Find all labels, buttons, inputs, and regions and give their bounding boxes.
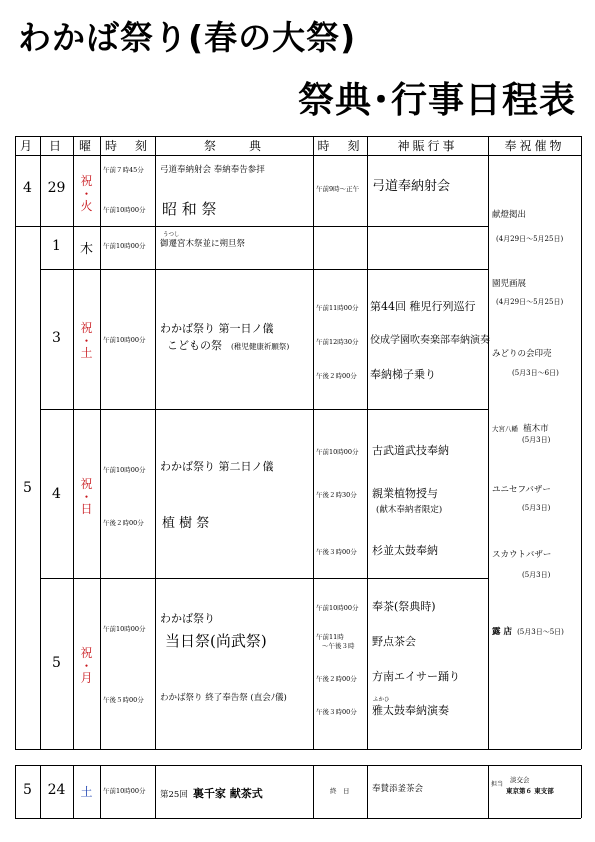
celebration-e6: スカウトバザー <box>492 550 552 560</box>
row6-day: 24 <box>47 782 66 798</box>
row4-k-event3: 杉並太鼓奉納 <box>372 544 438 557</box>
row1-time2: 午前10時00分 <box>103 206 146 214</box>
row5-k-event3: 方南エイサー踊り <box>372 670 460 683</box>
weekday-dot: ･ <box>83 658 90 673</box>
row2-time1: 午前10時00分 <box>103 242 146 250</box>
table-bottom-rule <box>15 749 581 750</box>
weekday-holiday: 祝 <box>80 477 93 491</box>
row4-time2: 午後２時00分 <box>103 519 144 527</box>
row6-event1 <box>160 783 263 801</box>
header-month: 月 <box>19 139 35 153</box>
row4-k-event2: 親業植物授与 <box>372 487 438 500</box>
row4-day: 4 <box>52 486 61 502</box>
header-time: 時 刻 <box>104 139 150 153</box>
weekday-dot: ･ <box>83 489 90 504</box>
row3-k-time2: 午前12時30分 <box>316 338 359 346</box>
row1-k-time: 午前9時～正午 <box>316 185 360 193</box>
header-celebration-events: 奉祝催物 <box>504 139 565 153</box>
weekday-name: 日 <box>80 502 93 517</box>
row2-event1: 御遷宮木祭並に朔旦祭 <box>160 239 246 249</box>
header-ceremony: 祭 典 <box>203 139 264 153</box>
row3-day: 3 <box>52 330 61 346</box>
row6-time1: 午前10時00分 <box>103 787 146 795</box>
row4-time1: 午前10時00分 <box>103 466 146 474</box>
row1-k-event: 弓道奉納射会 <box>372 179 451 194</box>
table2-bottom-rule <box>15 818 581 819</box>
celebration-e5-date: (5月3日) <box>522 504 551 512</box>
col-rule <box>155 136 156 749</box>
celebration-e4-date: (5月3日) <box>522 436 551 444</box>
celebration-e4 <box>492 417 549 435</box>
row4-k-time2: 午後２時30分 <box>316 491 357 499</box>
row1-time1: 午前７時45分 <box>103 166 144 174</box>
col-rule <box>367 136 368 749</box>
celebration-e2: 園児画展 <box>492 279 527 289</box>
row3-event2: こどもの祭 <box>167 339 222 352</box>
row3-k-event3: 奉納梯子乗り <box>370 368 436 381</box>
col-rule <box>155 765 156 818</box>
row3-k-time3: 午後２時00分 <box>316 372 357 380</box>
row5-event2: 当日祭(尚武祭) <box>165 632 267 650</box>
col-rule <box>100 765 101 818</box>
row2-weekday: 木 <box>79 242 93 257</box>
page-subtitle: 祭典･行事日程表 <box>297 80 576 121</box>
row1-weekday <box>73 175 100 213</box>
row-rule <box>40 578 488 579</box>
header-weekday: 曜 <box>78 139 94 153</box>
header-shinshin-events: 神賑行事 <box>397 139 458 153</box>
row5-event3: わかば祭り 終了奉告祭 (直会ﾉ儀) <box>160 693 287 703</box>
row-rule <box>40 269 488 270</box>
row5-time2: 午後５時00分 <box>103 696 144 704</box>
row3-k-event2: 佼成学園吹奏楽部奉納演奏 <box>370 335 490 346</box>
celebration-e3-date: (5月3日～6日) <box>512 369 559 377</box>
row5-time1: 午前10時00分 <box>103 625 146 633</box>
celebration-e2-date: (4月29日～5月25日) <box>496 298 564 306</box>
weekday-holiday: 祝 <box>80 174 93 188</box>
col-rule <box>313 765 314 818</box>
col-rule <box>581 136 582 749</box>
row6-k-time: 終 日 <box>330 787 350 795</box>
row4-k-time3: 午後３時00分 <box>316 548 357 556</box>
weekday-name: 月 <box>80 671 93 686</box>
col-rule <box>367 765 368 818</box>
row6-weekday: 土 <box>80 785 93 799</box>
row6-month: 5 <box>23 782 32 798</box>
header-time-2: 時 刻 <box>317 139 363 153</box>
weekday-name: 土 <box>80 346 93 361</box>
weekday-name: 火 <box>80 199 93 214</box>
celebration-e3: みどりの会印売 <box>492 349 552 359</box>
celebration-e4-prefix: 大宮八幡 <box>492 425 518 433</box>
weekday-dot: ･ <box>83 333 90 348</box>
row6-event1-name: 裏千家 献茶式 <box>192 787 263 800</box>
col-rule <box>100 136 101 749</box>
row5-k-time3: 午後２時00分 <box>316 675 357 683</box>
row6-org2: 東京第６ 東支部 <box>506 787 554 795</box>
header-day: 日 <box>48 139 64 153</box>
row6-side-label: 担当 <box>491 781 504 788</box>
row2-day: 1 <box>52 238 61 254</box>
row4-event2: 植 樹 祭 <box>162 516 210 531</box>
col-rule <box>488 136 489 749</box>
row4-k-event1: 古武道武技奉納 <box>372 444 449 457</box>
row6-event1-prefix: 第25回 <box>160 790 188 800</box>
row3-k-event1: 第44回 稚児行列巡行 <box>370 300 476 313</box>
col-rule <box>313 136 314 749</box>
month5-label: 5 <box>23 480 32 496</box>
row1-day: 29 <box>47 180 66 196</box>
row3-event1: わかば祭り 第一日ノ儀 <box>160 322 274 335</box>
celebration-e7 <box>492 620 564 638</box>
row5-day: 5 <box>52 655 61 671</box>
celebration-e7-date: (5月3日～5日) <box>517 628 564 636</box>
row2-ruby: うつし <box>163 232 180 238</box>
row5-k-event2: 野点茶会 <box>372 635 416 648</box>
row5-k-event4: 雅太鼓奉納演奏 <box>372 704 449 717</box>
row5-weekday <box>73 647 100 685</box>
celebration-e4-name: 植木市 <box>523 424 549 434</box>
row4-event1: わかば祭り 第二日ノ儀 <box>160 460 274 473</box>
row6-k-event: 奉賛添釜茶会 <box>372 784 424 794</box>
row-rule <box>40 409 488 410</box>
col-rule <box>15 136 16 749</box>
row5-k-event1: 奉茶(祭典時) <box>372 600 436 613</box>
row6-org1: 淡交会 <box>510 776 530 784</box>
row1-month: 4 <box>23 180 32 196</box>
celebration-e1-date: (4月29日～5月25日) <box>496 235 564 243</box>
row5-k-time1: 午前10時00分 <box>316 604 359 612</box>
row4-k-event2-note: (献木奉納者限定) <box>376 505 443 515</box>
row3-k-time1: 午前11時00分 <box>316 304 359 312</box>
row-rule <box>15 226 488 227</box>
celebration-e1: 献燈掲出 <box>492 210 527 220</box>
row5-event1: わかば祭り <box>160 612 215 625</box>
row5-k-time4: 午後３時00分 <box>316 708 357 716</box>
row5-k-time2: 午前11時 <box>316 633 344 641</box>
page-title: わかば祭り(春の大祭) <box>18 18 357 57</box>
celebration-e6-date: (5月3日) <box>522 571 551 579</box>
weekday-holiday: 祝 <box>80 321 93 335</box>
row1-event1: 弓道奉納射会 奉納奉告参拝 <box>160 165 265 175</box>
row3-weekday <box>73 322 100 360</box>
col-rule <box>488 765 489 818</box>
row5-k-time2b: ～午後３時 <box>322 642 355 650</box>
row3-time1: 午前10時00分 <box>103 336 146 344</box>
col-rule <box>581 765 582 818</box>
row1-event2: 昭 和 祭 <box>162 200 217 218</box>
celebration-e7-name: 露 店 <box>492 627 512 637</box>
row3-event2-note: (稚児健康祈願祭) <box>231 342 290 351</box>
row5-k-ruby4: ふかひ <box>373 697 390 703</box>
row4-weekday <box>73 478 100 516</box>
weekday-holiday: 祝 <box>80 646 93 660</box>
row4-k-time1: 午前10時00分 <box>316 448 359 456</box>
celebration-e5: ユニセフバザー <box>492 485 551 495</box>
weekday-dot: ･ <box>83 186 90 201</box>
